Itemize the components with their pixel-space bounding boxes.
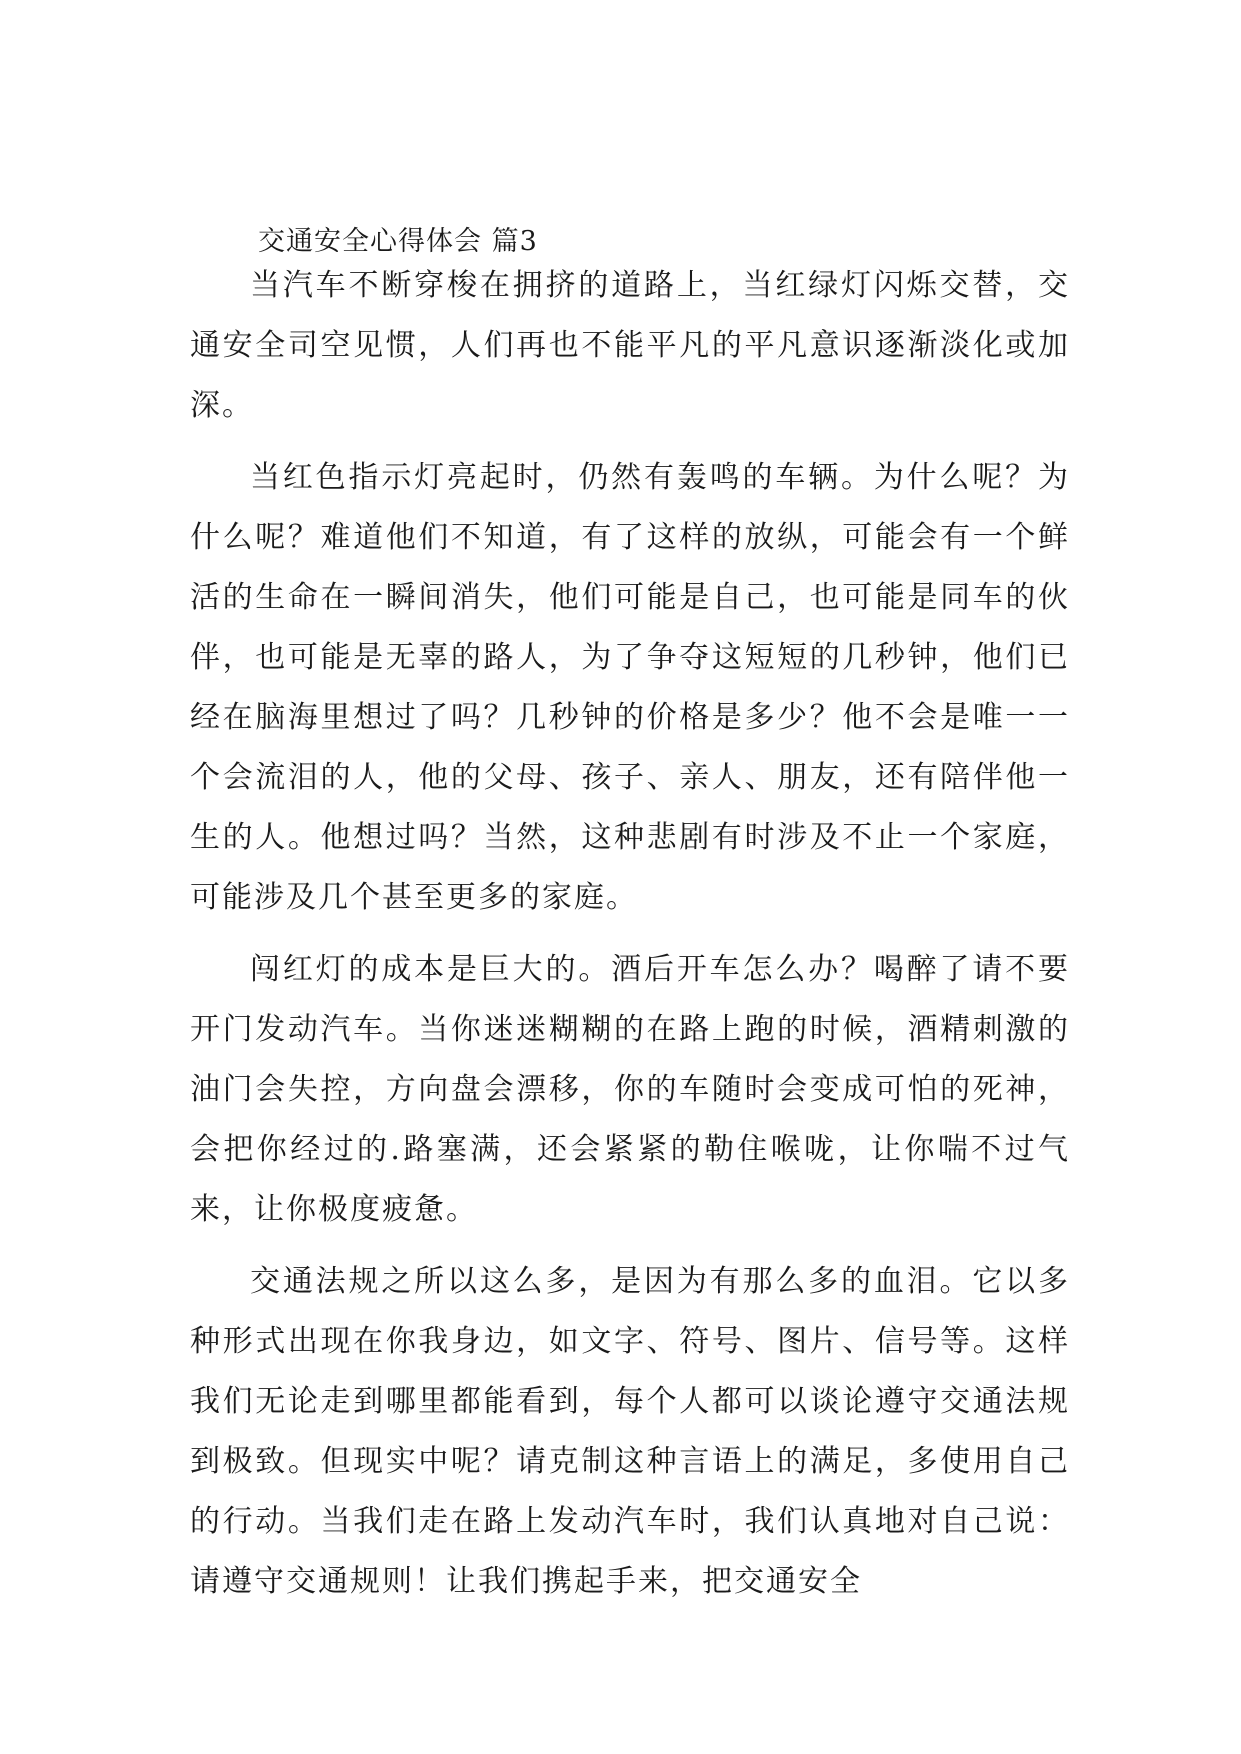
- paragraph: 闯红灯的成本是巨大的。酒后开车怎么办？喝醉了请不要开门发动汽车。当你迷迷糊糊的在路上跑的时候，酒精刺激的油门会失控，方向盘会漂移，你的车随时会变成可怕的死神，会把你经过的.路塞满，还会紧紧的勒住喉咙，让你喘不过气来，让你极度疲惫。: [190, 952, 1070, 1227]
- document-title: 交通安全心得体会 篇3: [258, 226, 538, 257]
- paragraph: 当红色指示灯亮起时，仍然有轰鸣的车辆。为什么呢？为什么呢？难道他们不知道，有了这样的放纵，可能会有一个鲜活的生命在一瞬间消失，他们可能是自己，也可能是同车的伙伴，也可能是无辜的路人，为了争夺这短短的几秒钟，他们已经在脑海里想过了吗？几秒钟的价格是多少？他不会是唯一一个会流泪的人，他的父母、孩子、亲人、朋友，还有陪伴他一生的人。他想过吗？当然，这种悲剧有时涉及不止一个家庭，可能涉及几个甚至更多的家庭。: [190, 460, 1070, 915]
- document-body: [190, 256, 1070, 1624]
- paragraph: 交通法规之所以这么多，是因为有那么多的血泪。它以多种形式出现在你我身边，如文字、符号、图片、信号等。这样我们无论走到哪里都能看到，每个人都可以谈论遵守交通法规到极致。但现实中呢？请克制这种言语上的满足，多使用自己的行动。当我们走在路上发动汽车时，我们认真地对自己说：请遵守交通规则！让我们携起手来，把交通安全: [190, 1264, 1070, 1599]
- paragraph: 当汽车不断穿梭在拥挤的道路上，当红绿灯闪烁交替，交通安全司空见惯，人们再也不能平凡的平凡意识逐渐淡化或加深。: [190, 268, 1070, 423]
